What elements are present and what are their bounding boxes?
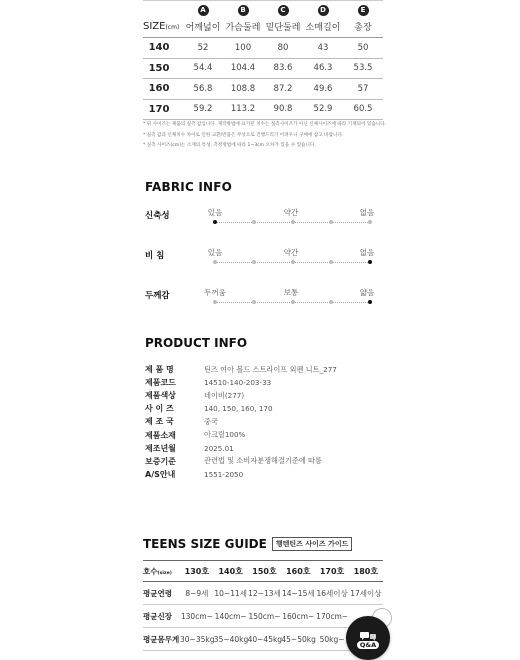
marker-a: A	[198, 5, 209, 16]
table-row: 평균몸무게 30~35kg 35~40kg 40~45kg 45~50kg 50kg~	[143, 628, 383, 651]
list-item: 제조년월 2025.01	[145, 443, 234, 453]
size-table-header	[143, 16, 383, 38]
marker-b: B	[238, 5, 249, 16]
fabric-dot	[291, 260, 295, 264]
marker-d: D	[318, 5, 329, 16]
product-info-list	[145, 363, 385, 481]
table-row: 160 56.8 108.8 87.2 49.6 57	[143, 79, 383, 100]
teens-table-header: 호수(size) 130호 140호 150호 160호 170호 180호	[143, 560, 383, 582]
list-item: 사 이 즈 140, 150, 160, 170	[145, 404, 273, 414]
list-item: 제품색상 네이비(277)	[145, 390, 245, 401]
qna-button[interactable]	[346, 616, 390, 660]
marker-c: C	[278, 5, 289, 16]
left-gutter	[0, 0, 128, 660]
fabric-dot	[252, 260, 256, 264]
list-item: A/S안내 1551-2050	[145, 469, 244, 479]
list-item: 제 조 국 중국	[145, 416, 218, 427]
table-row: 평균연령 8~9세 10~11세 12~13세 14~15세 16세이상 17세이상	[143, 582, 383, 605]
fabric-dot	[213, 260, 217, 264]
size-header-label: SIZE(cm)	[143, 21, 180, 32]
col-length: 총장	[354, 23, 372, 33]
chat-bubbles-icon	[360, 627, 376, 639]
table-row: 170 59.2 113.2 90.8 52.9 60.5	[143, 100, 383, 121]
col-hem: 밑단둘레	[265, 23, 301, 33]
fabric-dot	[329, 220, 333, 224]
col-chest: 가슴둘레	[225, 23, 261, 33]
fabric-selected-dot	[213, 220, 217, 224]
teens-subtitle: 행텐틴즈 사이즈 가이드	[272, 537, 353, 551]
col-sleeve: 소매길이	[305, 23, 341, 33]
size-notes: * 위 사이즈는 제품의 실측 값입니다. 제작방법에 표기된 치수는 실측사이즈가 아닌 신체사이즈에 따라 기재되어 있습니다. * 실측 값과 신체치수 차이로 인한 교환/반품은 무상으로 진행드리기 어려우니 구매에 참고 바랍니다. * 실측 사이즈(cm)는 소재의 특성, 측정방법에 따라 1~3cm 오차가 있을 수 있습니다.	[143, 122, 387, 148]
marker-row	[143, 4, 383, 16]
fabric-info-title: FABRIC INFO	[145, 180, 233, 194]
fabric-selected-dot	[368, 300, 372, 304]
fabric-selected-dot	[368, 260, 372, 264]
marker-e: E	[358, 5, 369, 16]
list-item: 보증기준 관련법 및 소비자분쟁해결기준에 따름	[145, 456, 322, 466]
top-divider	[143, 0, 383, 1]
list-item: 제 품 명 틴즈 여아 볼드 스트라이프 외펜 니트_277	[145, 364, 337, 375]
fabric-row-thickness: 두께감 두꺼움 보통 얇음	[145, 287, 385, 309]
fabric-dot	[291, 300, 295, 304]
table-row: 140 52 100 80 43 50	[143, 38, 383, 59]
qna-label: Q&A	[357, 641, 379, 649]
table-row: 평균신장 130cm~ 140cm~ 150cm~ 160cm~ 170cm~	[143, 605, 383, 628]
fabric-dot	[252, 300, 256, 304]
fabric-dot	[329, 300, 333, 304]
fabric-row-stretch: 신축성 있음 약간 없음	[145, 207, 385, 229]
fabric-dot	[213, 300, 217, 304]
product-info-title: PRODUCT INFO	[145, 336, 248, 350]
fabric-dot	[368, 220, 372, 224]
list-item: 제품소재 아크릴100%	[145, 430, 246, 440]
fabric-dot	[252, 220, 256, 224]
table-row: 150 54.4 104.4 83.6 46.3 53.5	[143, 59, 383, 80]
col-shoulder: 어깨넓이	[185, 23, 221, 33]
fabric-dot	[291, 220, 295, 224]
list-item: 제품코드 14510-140-203-33	[145, 378, 272, 388]
fabric-row-sheer: 비 침 있음 약간 없음	[145, 247, 385, 269]
teens-size-guide-title: TEENS SIZE GUIDE 행텐틴즈 사이즈 가이드	[143, 537, 352, 551]
size-table	[143, 4, 383, 120]
fabric-dot	[329, 260, 333, 264]
